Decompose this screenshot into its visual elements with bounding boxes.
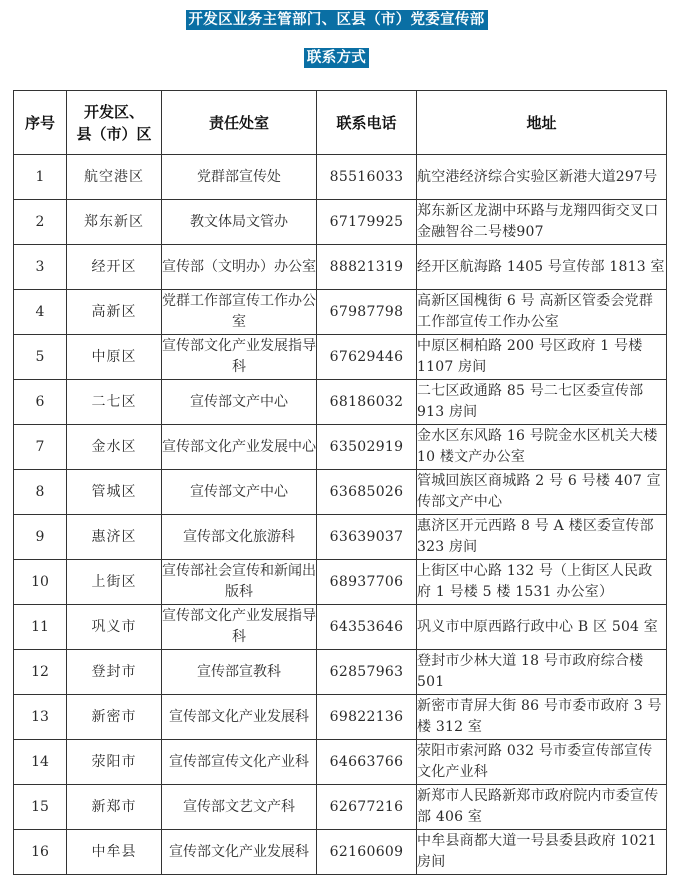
cell-address: 金水区东风路 16 号院金水区机关大楼 10 楼文产办公室 (417, 425, 667, 470)
table-row (14, 380, 667, 425)
table-row (14, 740, 667, 785)
page-title: 开发区业务主管部门、区县（市）党委宣传部 (186, 10, 488, 30)
cell-phone: 62857963 (317, 650, 417, 695)
cell-office: 宣传部文化产业发展指导科 (162, 335, 317, 380)
table-row (14, 830, 667, 875)
cell-office: 党群部宣传处 (162, 155, 317, 200)
table-row (14, 155, 667, 200)
cell-address: 中原区桐柏路 200 号区政府 1 号楼 1107 房间 (417, 335, 667, 380)
cell-phone: 64353646 (317, 605, 417, 650)
cell-district: 管城区 (67, 470, 162, 515)
header-district (67, 91, 162, 155)
cell-district: 中牟县 (67, 830, 162, 875)
cell-district: 惠济区 (67, 515, 162, 560)
cell-district: 荥阳市 (67, 740, 162, 785)
header-office: 责任处室 (162, 91, 317, 155)
table-row (14, 515, 667, 560)
cell-office: 宣传部文化产业发展中心 (162, 425, 317, 470)
cell-office: 宣传部（文明办）办公室 (162, 245, 317, 290)
cell-office: 教文体局文管办 (162, 200, 317, 245)
cell-district: 上街区 (67, 560, 162, 605)
cell-phone: 63502919 (317, 425, 417, 470)
cell-office: 宣传部文化产业发展科 (162, 830, 317, 875)
cell-address: 新郑市人民路新郑市政府院内市委宣传部 406 室 (417, 785, 667, 830)
cell-no: 12 (14, 650, 67, 695)
cell-phone: 63639037 (317, 515, 417, 560)
cell-address: 中牟县商都大道一号县委县政府 1021 房间 (417, 830, 667, 875)
cell-address: 管城回族区商城路 2 号 6 号楼 407 宣传部文产中心 (417, 470, 667, 515)
cell-office: 党群工作部宣传工作办公室 (162, 290, 317, 335)
cell-address: 二七区政通路 85 号二七区委宣传部 913 房间 (417, 380, 667, 425)
header-no: 序号 (14, 91, 67, 155)
cell-no: 9 (14, 515, 67, 560)
table-row (14, 605, 667, 650)
cell-address: 荥阳市索河路 032 号市委宣传部宣传文化产业科 (417, 740, 667, 785)
header-district-line2: 县（市）区 (76, 124, 152, 143)
cell-phone: 62160609 (317, 830, 417, 875)
cell-office: 宣传部宣传文化产业科 (162, 740, 317, 785)
cell-no: 10 (14, 560, 67, 605)
subtitle-row (0, 47, 673, 68)
cell-phone: 63685026 (317, 470, 417, 515)
cell-no: 11 (14, 605, 67, 650)
cell-office: 宣传部文产中心 (162, 470, 317, 515)
table-row (14, 425, 667, 470)
cell-address: 上街区中心路 132 号（上街区人民政府 1 号楼 5 楼 1531 办公室） (417, 560, 667, 605)
table-row (14, 290, 667, 335)
header-phone: 联系电话 (317, 91, 417, 155)
cell-phone: 88821319 (317, 245, 417, 290)
title-row (0, 9, 673, 30)
cell-district: 金水区 (67, 425, 162, 470)
cell-address: 惠济区开元西路 8 号 A 楼区委宣传部 323 房间 (417, 515, 667, 560)
cell-district: 郑东新区 (67, 200, 162, 245)
table-row (14, 200, 667, 245)
cell-no: 13 (14, 695, 67, 740)
cell-phone: 62677216 (317, 785, 417, 830)
cell-no: 14 (14, 740, 67, 785)
cell-no: 5 (14, 335, 67, 380)
cell-no: 1 (14, 155, 67, 200)
cell-office: 宣传部文化产业发展指导科 (162, 605, 317, 650)
cell-phone: 68186032 (317, 380, 417, 425)
cell-district: 新密市 (67, 695, 162, 740)
cell-office: 宣传部文产中心 (162, 380, 317, 425)
cell-no: 15 (14, 785, 67, 830)
cell-district: 经开区 (67, 245, 162, 290)
cell-district: 巩义市 (67, 605, 162, 650)
header-row (14, 91, 667, 155)
cell-phone: 67179925 (317, 200, 417, 245)
cell-office: 宣传部文化产业发展科 (162, 695, 317, 740)
cell-no: 6 (14, 380, 67, 425)
cell-address: 登封市少林大道 18 号市政府综合楼 501 (417, 650, 667, 695)
cell-address: 高新区国槐街 6 号 高新区管委会党群工作部宣传工作办公室 (417, 290, 667, 335)
cell-address: 巩义市中原西路行政中心 B 区 504 室 (417, 605, 667, 650)
cell-no: 16 (14, 830, 67, 875)
cell-no: 7 (14, 425, 67, 470)
cell-address: 郑东新区龙湖中环路与龙翔四街交叉口金融智谷二号楼907 (417, 200, 667, 245)
cell-phone: 64663766 (317, 740, 417, 785)
cell-office: 宣传部社会宣传和新闻出版科 (162, 560, 317, 605)
cell-office: 宣传部文化旅游科 (162, 515, 317, 560)
table-body (14, 155, 667, 875)
header-district-line1: 开发区、 (83, 102, 144, 121)
table-row (14, 785, 667, 830)
page-subtitle: 联系方式 (304, 48, 369, 68)
cell-district: 中原区 (67, 335, 162, 380)
table-header (14, 91, 667, 155)
cell-district: 登封市 (67, 650, 162, 695)
cell-phone: 67629446 (317, 335, 417, 380)
cell-address: 经开区航海路 1405 号宣传部 1813 室 (417, 245, 667, 290)
cell-phone: 85516033 (317, 155, 417, 200)
cell-district: 航空港区 (67, 155, 162, 200)
table-row (14, 650, 667, 695)
cell-office: 宣传部宣教科 (162, 650, 317, 695)
cell-district: 高新区 (67, 290, 162, 335)
cell-district: 二七区 (67, 380, 162, 425)
cell-address: 新密市青屏大街 86 号市委市政府 3 号楼 312 室 (417, 695, 667, 740)
cell-phone: 69822136 (317, 695, 417, 740)
contacts-table (13, 90, 667, 875)
cell-no: 8 (14, 470, 67, 515)
cell-no: 3 (14, 245, 67, 290)
cell-no: 4 (14, 290, 67, 335)
cell-phone: 68937706 (317, 560, 417, 605)
table-row (14, 245, 667, 290)
cell-district: 新郑市 (67, 785, 162, 830)
table-row (14, 695, 667, 740)
cell-phone: 67987798 (317, 290, 417, 335)
header-address: 地址 (417, 91, 667, 155)
cell-no: 2 (14, 200, 67, 245)
table-row (14, 335, 667, 380)
table-row (14, 470, 667, 515)
cell-address: 航空港经济综合实验区新港大道297号 (417, 155, 667, 200)
table-row (14, 560, 667, 605)
cell-office: 宣传部文艺文产科 (162, 785, 317, 830)
